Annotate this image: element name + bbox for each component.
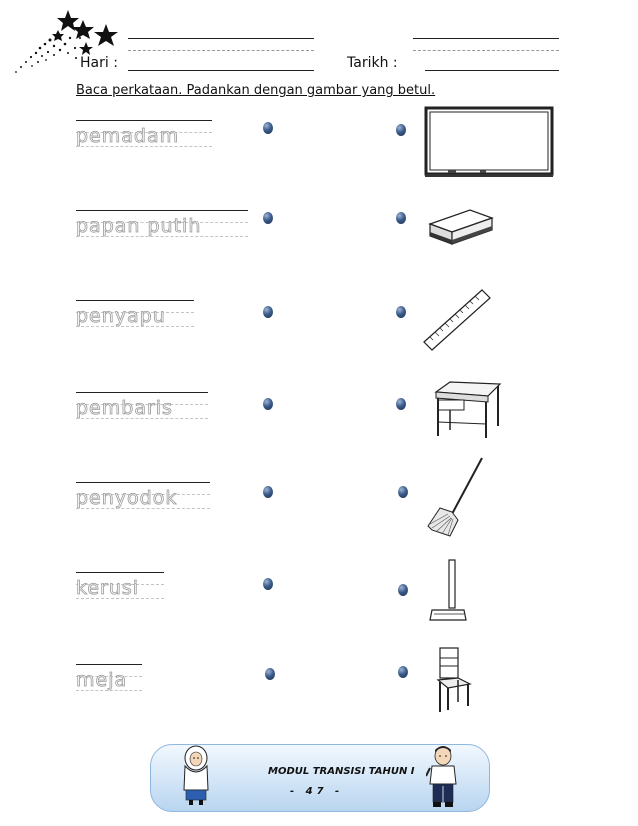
guide-line <box>76 690 142 691</box>
writing-line[interactable] <box>76 392 208 393</box>
word-match-dot[interactable] <box>263 398 273 410</box>
writing-line[interactable] <box>76 120 212 121</box>
desk-icon <box>430 378 504 440</box>
word-match-dot[interactable] <box>263 212 273 224</box>
footer-title: MODUL TRANSISI TAHUN I <box>268 766 415 777</box>
header-line <box>128 38 314 39</box>
word-match-dot[interactable] <box>263 578 273 590</box>
trace-word: penyodok <box>76 487 178 509</box>
trace-word: pembaris <box>76 397 173 419</box>
boy-student-icon <box>426 744 460 810</box>
eraser-icon <box>426 204 496 248</box>
dustpan-icon <box>428 558 470 624</box>
guide-line <box>76 146 212 147</box>
word-match-dot[interactable] <box>265 668 275 680</box>
picture-match-dot[interactable] <box>398 584 408 596</box>
picture-match-dot[interactable] <box>398 666 408 678</box>
writing-line[interactable] <box>76 210 248 211</box>
page-number: - 47 - <box>290 786 344 797</box>
header-guide-line <box>413 50 559 51</box>
star-icon <box>94 24 118 46</box>
trace-word: pemadam <box>76 125 180 147</box>
word-match-dot[interactable] <box>263 122 273 134</box>
picture-match-dot[interactable] <box>396 398 406 410</box>
writing-line[interactable] <box>76 482 210 483</box>
star-icon <box>72 20 94 39</box>
girl-student-icon <box>178 744 214 806</box>
instruction-text: Baca perkataan. Padankan dengan gambar yang betul. <box>76 83 436 98</box>
tarikh-field[interactable] <box>425 70 559 71</box>
picture-match-dot[interactable] <box>396 212 406 224</box>
word-match-dot[interactable] <box>263 306 273 318</box>
star-icon <box>79 42 93 55</box>
trace-word: papan putih <box>76 215 202 237</box>
trace-word: meja <box>76 669 128 691</box>
guide-line <box>76 508 210 509</box>
guide-line <box>76 236 248 237</box>
writing-line[interactable] <box>76 572 164 573</box>
guide-line <box>76 598 164 599</box>
writing-line[interactable] <box>76 300 194 301</box>
tarikh-label: Tarikh : <box>347 55 398 71</box>
whiteboard-icon <box>424 106 554 180</box>
writing-line[interactable] <box>76 664 142 665</box>
header-guide-line <box>128 50 314 51</box>
ruler-icon <box>420 288 492 354</box>
hari-label: Hari : <box>80 55 118 71</box>
broom-icon <box>426 456 488 538</box>
trace-word: kerusi <box>76 577 140 599</box>
guide-line <box>76 326 194 327</box>
picture-match-dot[interactable] <box>396 124 406 136</box>
chair-icon <box>432 646 474 714</box>
header-line <box>413 38 559 39</box>
star-icon <box>52 30 64 41</box>
picture-match-dot[interactable] <box>398 486 408 498</box>
guide-line <box>76 418 208 419</box>
word-match-dot[interactable] <box>263 486 273 498</box>
trace-word: penyapu <box>76 305 166 327</box>
hari-field[interactable] <box>128 70 314 71</box>
picture-match-dot[interactable] <box>396 306 406 318</box>
